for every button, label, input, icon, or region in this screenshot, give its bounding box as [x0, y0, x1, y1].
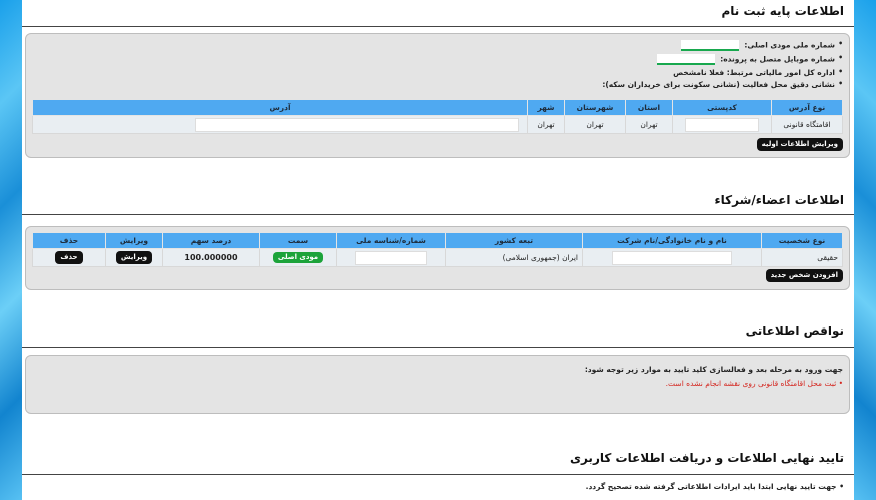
col-full-name: نام و نام خانوادگی/نام شرکت [583, 233, 762, 249]
col-delete: حذف [33, 233, 106, 249]
bullet: • [838, 379, 843, 388]
city-cell: تهران [528, 116, 565, 134]
left-decorative-border [0, 0, 22, 500]
col-postal-code: کدپستی [673, 100, 772, 116]
full-name-cell [583, 249, 762, 267]
right-decorative-border [854, 0, 876, 500]
national-id-item [602, 40, 843, 51]
deficiency-item [666, 379, 843, 388]
tax-office-item: • اداره کل امور مالیاتی مرتبط: فعلا نامشخص [602, 68, 843, 77]
edit-member-button[interactable]: ویرایش [116, 251, 152, 264]
role-cell [260, 249, 337, 267]
section-title-final-approval: تایید نهایی اطلاعات و دریافت اطلاعات کاربری [569, 451, 844, 465]
full-name-value-redacted [612, 251, 732, 265]
role-badge: مودی اصلی [273, 252, 323, 263]
member-id-value-redacted [355, 251, 427, 265]
final-approval-note [586, 482, 844, 491]
col-person-type: نوع شخصیت [762, 233, 843, 249]
deficiencies-panel [25, 355, 850, 414]
address-value-redacted [195, 118, 519, 132]
registration-page [22, 0, 854, 500]
col-province: استان [626, 100, 673, 116]
col-national-id: شماره/شناسه ملی [337, 233, 446, 249]
section-title-deficiencies: نواقص اطلاعاتی [745, 324, 844, 338]
col-nationality: تبعه کشور [446, 233, 583, 249]
edit-basic-info-button[interactable]: ویرایش اطلاعات اولیه [757, 138, 843, 151]
members-table-header [33, 233, 843, 249]
share-percent-cell: 100.000000 [163, 249, 260, 267]
col-city: شهر [528, 100, 565, 116]
section-title-basic-info: اطلاعات پایه ثبت نام [721, 4, 844, 18]
county-cell: تهران [565, 116, 626, 134]
members-panel [25, 226, 850, 290]
delete-cell [33, 249, 106, 267]
delete-member-button[interactable]: حذف [55, 251, 82, 264]
col-county: شهرستان [565, 100, 626, 116]
edit-cell [106, 249, 163, 267]
mobile-value-redacted [657, 54, 715, 65]
national-id-label: شماره ملی مودی اصلی: [744, 40, 835, 50]
mobile-item [602, 54, 843, 65]
address-table [32, 99, 843, 134]
col-address-type: نوع آدرس [772, 100, 843, 116]
mobile-label: شماره موبایل متصل به پرونده: [720, 54, 835, 64]
members-table [32, 232, 843, 267]
postal-code-value-redacted [685, 118, 759, 132]
address-row [33, 116, 843, 134]
deficiencies-intro: جهت ورود به مرحله بعد و فعالسازی کلید تایید به موارد زیر توجه شود: [584, 365, 843, 374]
bullet: • [839, 482, 844, 491]
national-id-cell [337, 249, 446, 267]
col-role: سمت [260, 233, 337, 249]
nationality-cell: ایران (جمهوری اسلامی) [446, 249, 583, 267]
address-cell [33, 116, 528, 134]
deficiency-text: ثبت محل اقامتگاه قانونی روی نقشه انجام نشده است. [665, 379, 837, 388]
postal-code-cell [673, 116, 772, 134]
col-share-percent: درصد سهم [163, 233, 260, 249]
final-approval-note-text: جهت تایید نهایی ابتدا باید ایرادات اطلاعاتی گرفته شده تصحیح گردد. [585, 482, 837, 491]
add-person-button[interactable]: افزودن شخص جدید [766, 269, 843, 282]
title-divider [22, 26, 854, 27]
person-type-cell: حقیقی [762, 249, 843, 267]
title-divider [22, 347, 854, 348]
national-id-value-redacted [681, 40, 739, 51]
province-cell: تهران [626, 116, 673, 134]
location-note-item: • نشانی دقیق محل فعالیت (نشانی سکونت برای خریداران سکه): [602, 80, 843, 89]
member-row [33, 249, 843, 267]
col-address: آدرس [33, 100, 528, 116]
title-divider [22, 474, 854, 475]
col-edit: ویرایش [106, 233, 163, 249]
address-table-header [33, 100, 843, 116]
section-title-members: اطلاعات اعضاء/شرکاء [714, 193, 844, 207]
address-type-cell: اقامتگاه قانونی [772, 116, 843, 134]
basic-info-panel [25, 33, 850, 158]
basic-info-list [602, 40, 843, 92]
title-divider [22, 214, 854, 215]
